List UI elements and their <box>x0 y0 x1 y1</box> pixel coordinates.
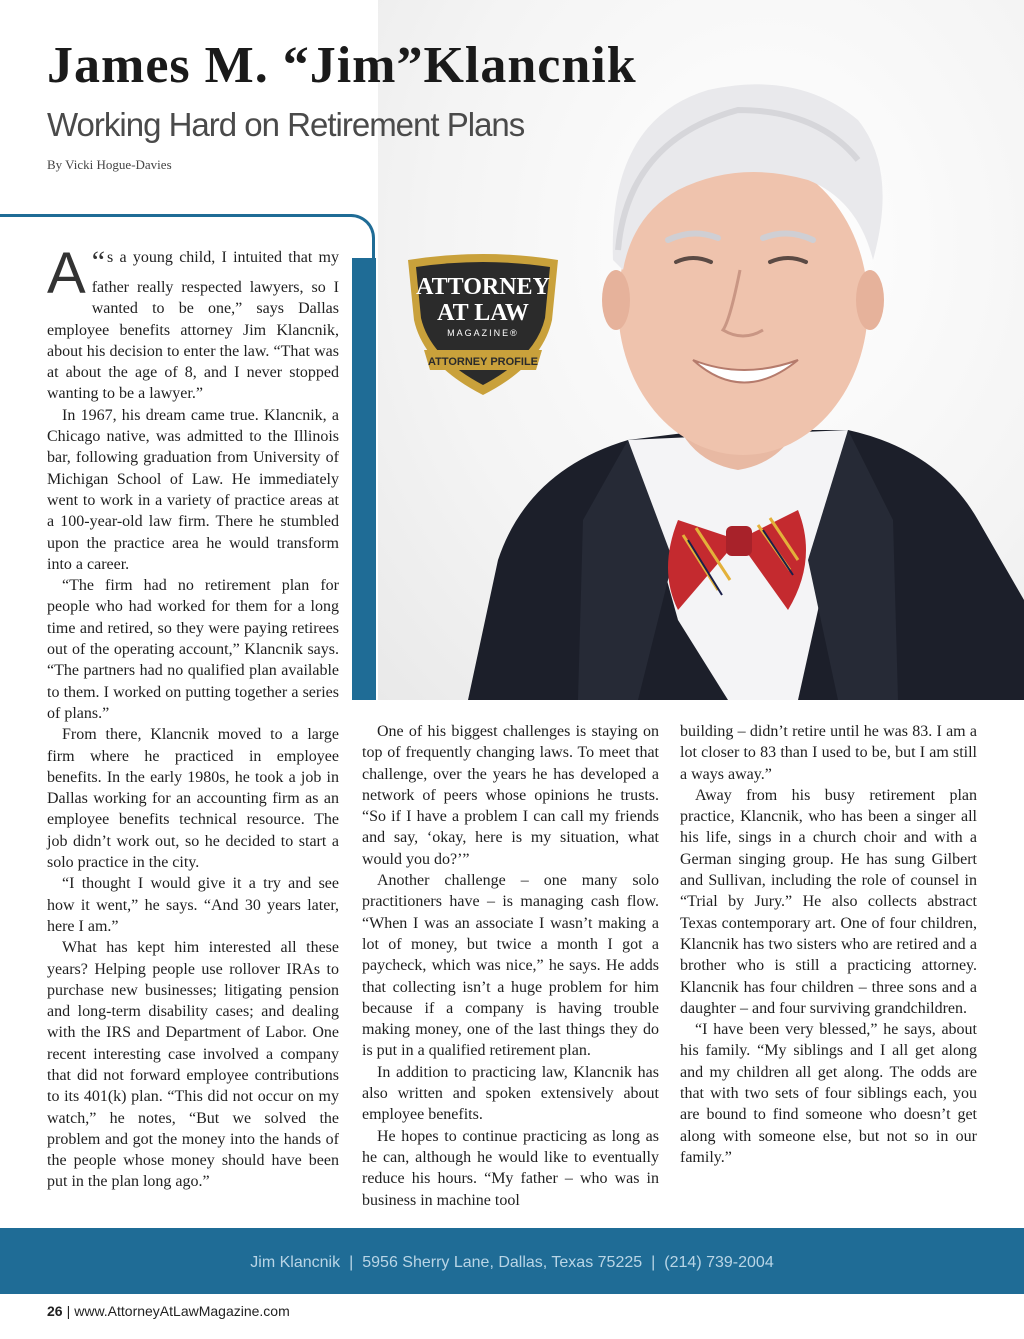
paragraph-6: What has kept him interested all these years? Helping people use rollover IRAs to purchase new businesses; litigating pension and long-term disability cases; and dealing with the IRS and Department of Labor. One recent interesting case involved a company that did not forward employee contributions to its 401(k) plan. “This did not occur on my watch,” he notes, “But we solved the problem and got the money into the hands of the people whose money should have been put in the plan long ago.” <box>47 939 339 1191</box>
frame-side-bar <box>352 258 376 700</box>
page-folio <box>47 1303 290 1319</box>
paragraph-9: In addition to practicing law, Klancnik has also written and spoken extensively about employee benefits. <box>362 1063 659 1124</box>
drop-quote-mark: “ <box>91 245 106 278</box>
paragraph-8: Another challenge – one many solo practitioners have – is managing cash flow. “When I was an associate I wasn’t making a lot of money, but twice a month I got a paycheck, which was nice,” he says. He adds that collecting isn’t a huge problem for him because if a company is having trouble making money, one of the last things they do is put in a qualified retirement plan. <box>362 872 659 1060</box>
article-title: James M. “Jim”Klancnik <box>47 37 637 94</box>
badge-line2: AT LAW <box>437 300 529 326</box>
frame-corner <box>345 214 375 264</box>
paragraph-4: From there, Klancnik moved to a large firm where he practiced in employee benefits. In the early 1980s, he took a job in Dallas working for an accounting firm as an employee benefits technical resource. The job didn’t work out, so he decided to start a solo practice in the city. <box>47 726 339 872</box>
paragraph-1-text: s a young child, I intuited that my father really respected lawyers, so I wanted to be one,” says Dallas employee benefits attorney Jim Klancnik, about his decision to enter the law. “That was at about the age of 8, and I never stopped wanting to be a lawyer.” <box>47 249 339 403</box>
folio-separator: | <box>66 1303 71 1319</box>
contact-phone: (214) 739-2004 <box>664 1254 774 1271</box>
paragraph-2: In 1967, his dream came true. Klancnik, a Chicago native, was admitted to the Illinois bar, following graduation from University of Michigan School of Law. He immediately went to work in a variety of practice areas at a 100-year-old law firm. There he stumbled upon the practice area he would transform into a career. <box>47 406 339 573</box>
paragraph-13: “I have been very blessed,” he says, about his family. “My siblings and I all get along and my children all get along. The odds are that with two sets of four siblings each, you are bound to find someone who doesn’t get along with someone else, but not so in our family.” <box>680 1021 977 1166</box>
contact-separator: | <box>651 1254 656 1271</box>
column-2 <box>362 721 659 1211</box>
badge-ribbon: ATTORNEY PROFILE <box>427 356 539 368</box>
byline: By Vicki Hogue-Davies <box>47 157 172 172</box>
badge-line1: ATTORNEY <box>416 274 550 300</box>
attorney-profile-badge <box>402 250 564 400</box>
contact-separator: | <box>349 1254 354 1271</box>
website-link[interactable]: www.AttorneyAtLawMagazine.com <box>74 1303 290 1319</box>
paragraph-10: He hopes to continue practicing as long as he can, although he would like to eventually reduce his hours. “My father – who was in business in machine tool <box>362 1127 659 1209</box>
paragraph-5: “I thought I would give it a try and see how it went,” he says. “And 30 years later, here I am.” <box>47 875 339 935</box>
paragraph-12: Away from his busy retirement plan practice, Klancnik, who has been a singer all his life, sings in a church choir and with a German singing group. He has sung Gilbert and Sullivan, including the role of counsel in “Trial by Jury.” He also collects abstract Texas contemporary art. One of four children, Klancnik has two sisters who are retired and a brother who is still a practicing attorney. Klancnik has four children – three sons and a daughter – and four surviving grandchildren. <box>680 786 977 1017</box>
paragraph-7: One of his biggest challenges is staying on top of frequently changing laws. To meet that challenge, over the years he has developed a network of peers whose opinions he trusts. “So if I have a problem I can call my friends and say, ‘okay, here is my situation, what would you do?’” <box>362 723 659 868</box>
badge-line3: MAGAZINE® <box>447 328 519 338</box>
article-subtitle: Working Hard on Retirement Plans <box>47 106 525 143</box>
contact-name: Jim Klancnik <box>250 1254 341 1271</box>
paragraph-11: building – didn’t retire until he was 83. I am a lot closer to 83 than I used to be, but I am still a ways away.” <box>680 723 977 783</box>
drop-cap: A <box>47 241 86 306</box>
paragraph-1 <box>47 241 339 405</box>
column-3 <box>680 721 977 1168</box>
paragraph-3: “The firm had no retirement plan for people who had worked for them for a long time and retired, so they were paying retirees out of the operating account,” Klancnik says. “The partners had no qualified plan available to them. I worked on putting together a series of plans.” <box>47 577 339 722</box>
page-number: 26 <box>47 1303 63 1319</box>
frame-top-rule <box>0 214 352 217</box>
column-1 <box>47 241 339 1193</box>
contact-address: 5956 Sherry Lane, Dallas, Texas 75225 <box>362 1254 643 1271</box>
contact-line <box>0 1254 1024 1272</box>
